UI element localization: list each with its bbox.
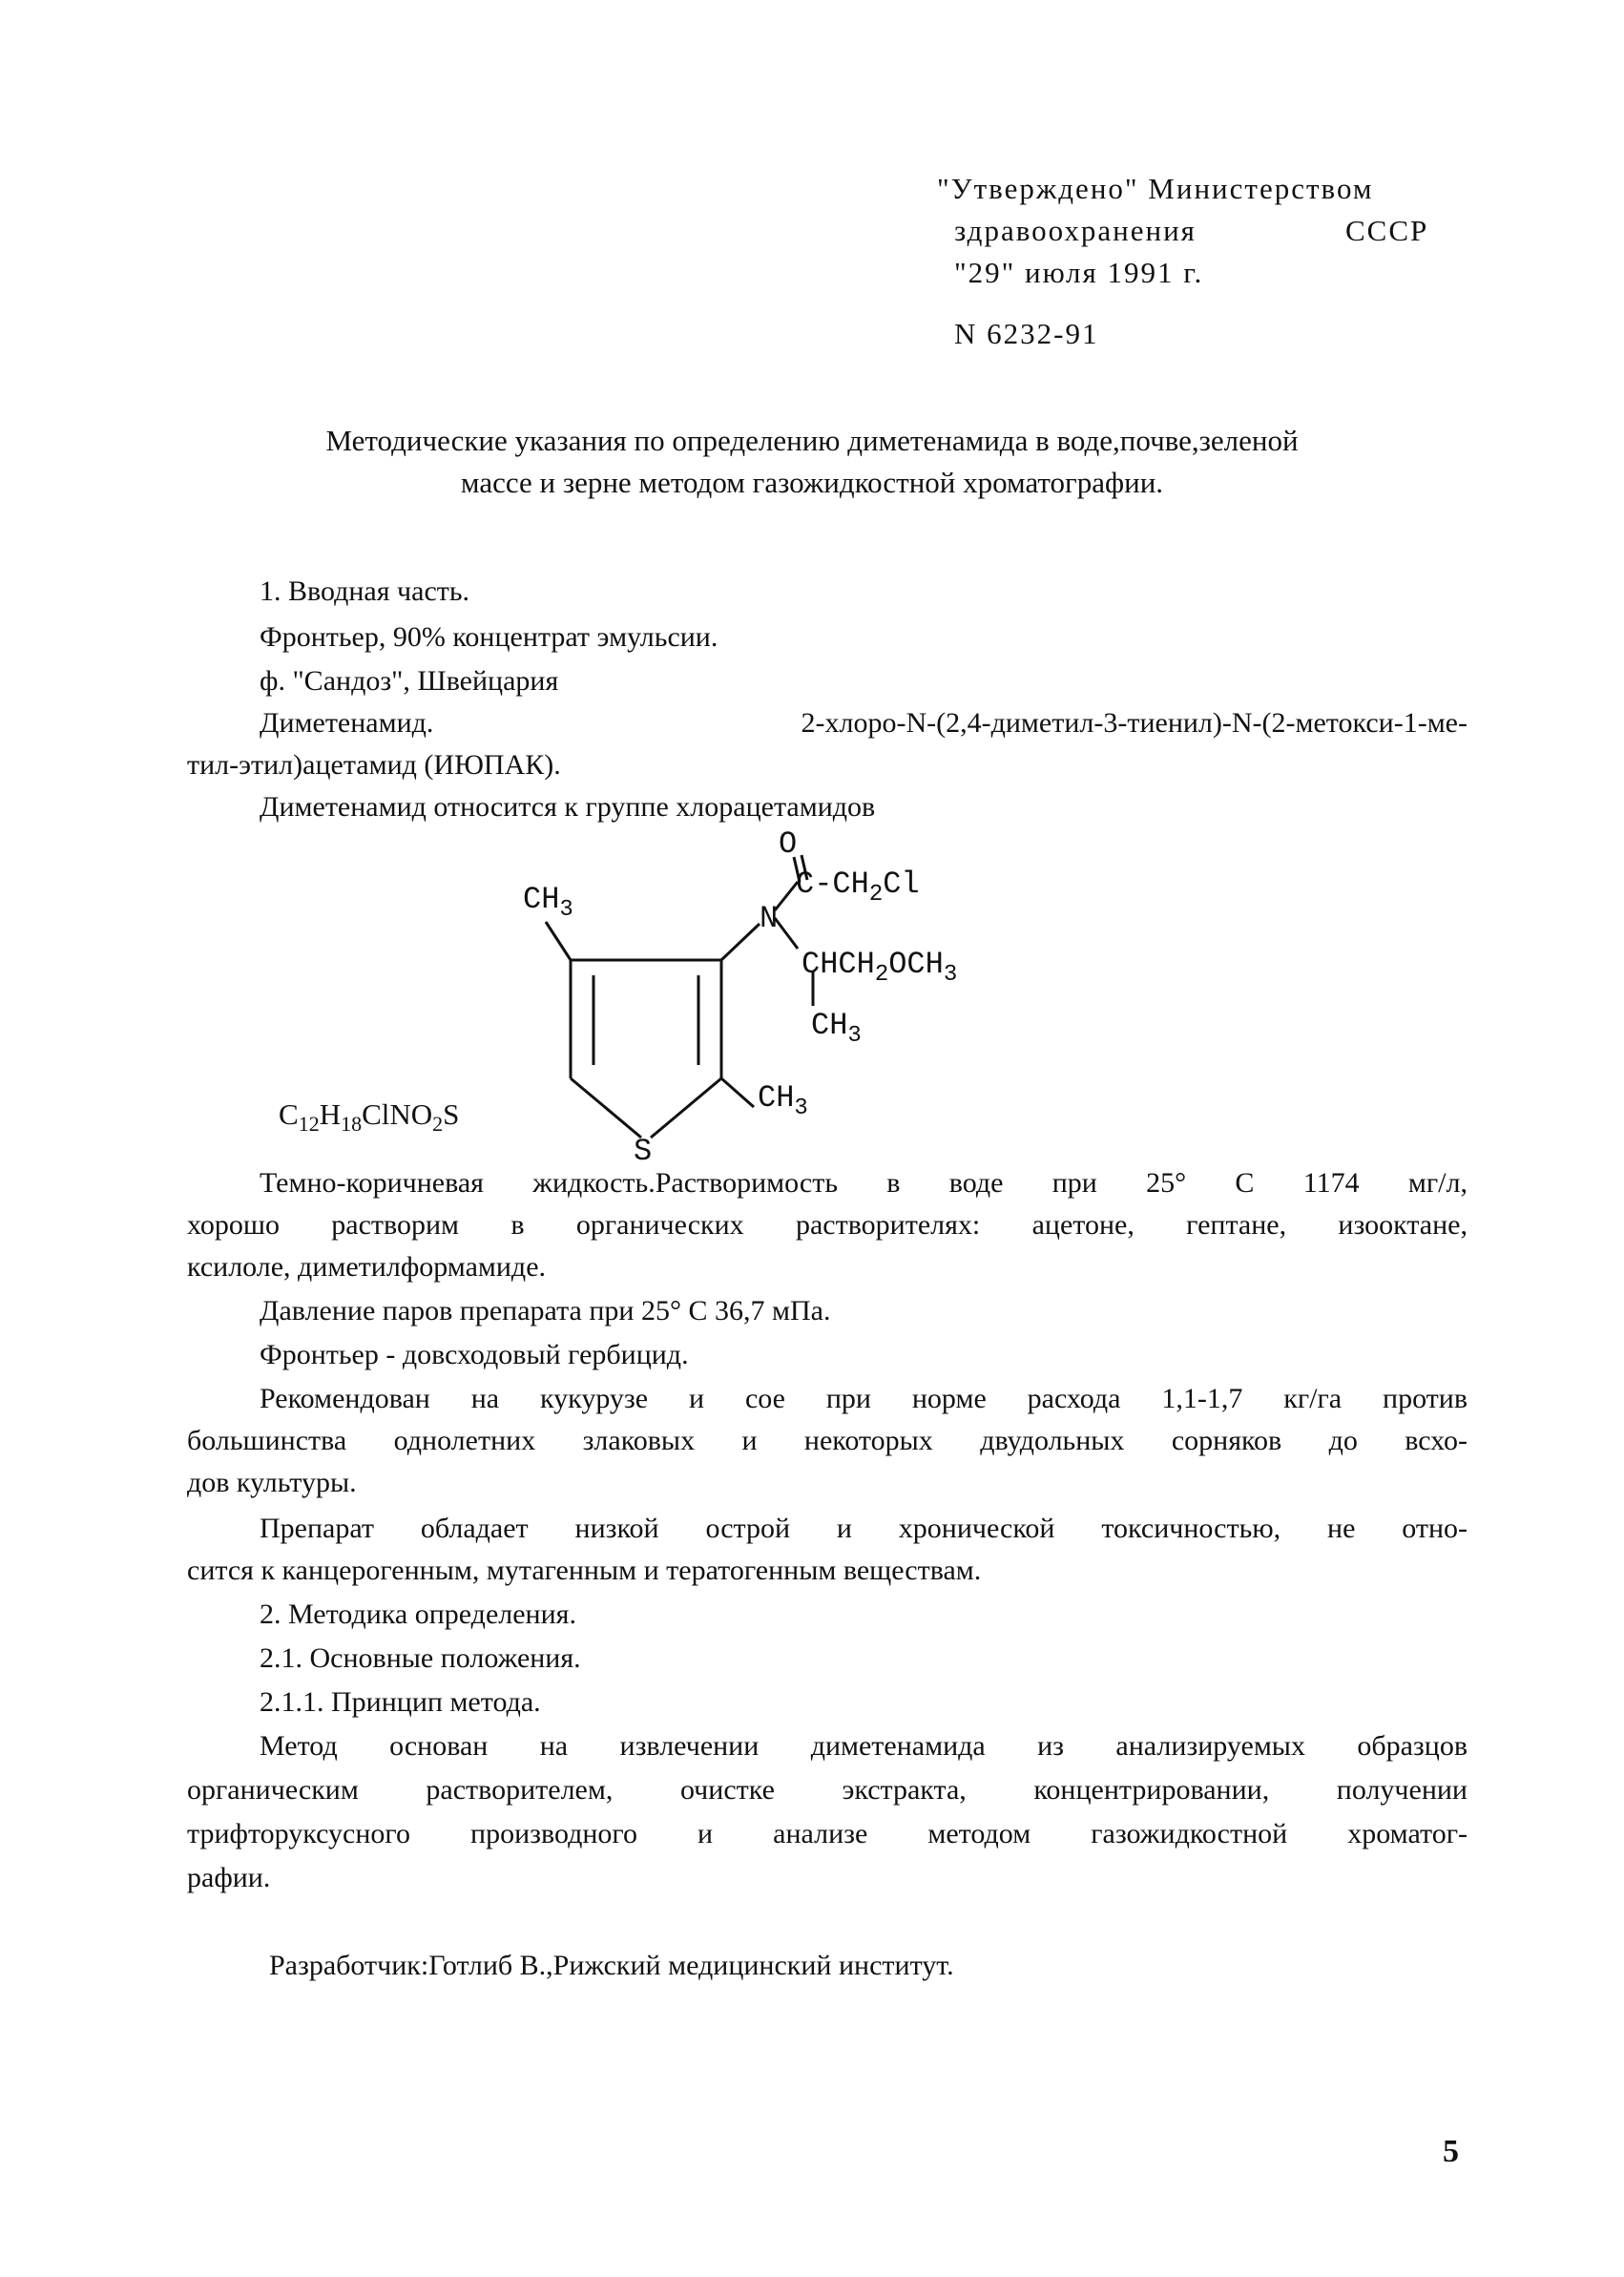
document-title-line-2: массе и зерне методом газожидкостной хроматографии. (460, 466, 1164, 499)
ch3-ring-label: $CH_3$ (758, 1080, 808, 1121)
ring-bond-c5-s (571, 1078, 641, 1138)
developer-line: Разработчик:Готлиб В.,Рижский медицинский институт. (269, 1950, 954, 1981)
method-line-3: трифторуксусного производного и анализе методом газожидкостной хроматог- (187, 1818, 1468, 1849)
properties-line-2: хорошо растворим в органических растворителях: ацетоне, гептане, изооктане, (187, 1209, 1468, 1241)
section-1-heading: 1. Вводная часть. (260, 575, 470, 607)
method-line-4: рафии. (187, 1862, 271, 1893)
iupac-line-2: тил-этил)ацетамид (ИЮПАК). (187, 749, 561, 781)
document-title-line-1: Методические указания по определению диметенамида в воде,почве,зеленой (325, 424, 1299, 457)
section-2-1-1-heading: 2.1.1. Принцип метода. (260, 1686, 541, 1718)
product-line: Фронтьер, 90% концентрат эмульсии. (260, 621, 718, 653)
ring-bond-c2-s (651, 1078, 721, 1138)
properties-line-3: ксилоле, диметилформамиде. (187, 1251, 547, 1283)
atom-o-label: O (779, 826, 798, 862)
vapor-pressure-line: Давление паров препарата при 25° С 36,7 мПа. (260, 1295, 831, 1327)
acyl-group-label: $C-CH_2Cl$ (796, 867, 920, 908)
approval-line-1: "Утверждено" Министерством (937, 172, 1374, 205)
approval-line-2-right: СССР (1345, 214, 1429, 247)
bond-n-carbonyl (775, 882, 798, 910)
bond-c2-methyl (721, 1078, 754, 1107)
toxicity-line-1: Препарат обладает низкой острой и хронической токсичностью, не отно- (260, 1513, 1468, 1544)
recommendation-line-1: Рекомендован на кукурузе и сое при норме расхода 1,1-1,7 кг/га против (260, 1383, 1468, 1414)
bond-n-sidechain (775, 918, 798, 949)
bond-c4-methyl (546, 922, 571, 960)
molecular-formula: $C_{12}H_{18}ClNO_2S$ (279, 1097, 460, 1137)
approval-date: "29" июля 1991 г. (954, 256, 1204, 289)
properties-line-1: Темно-коричневая жидкость.Растворимость в воде при 25° С 1174 мг/л, (260, 1167, 1468, 1199)
approval-number: N 6232-91 (954, 317, 1099, 350)
section-2-heading: 2. Методика определения. (260, 1598, 576, 1630)
page-number: 5 (1443, 2134, 1459, 2169)
company-line: ф. "Сандоз", Швейцария (260, 665, 559, 697)
toxicity-line-2: сится к канцерогенным, мутагенным и тератогенным веществам. (187, 1555, 982, 1586)
approval-line-2-left: здравоохранения (954, 214, 1197, 247)
atom-s-label: S (634, 1134, 653, 1169)
section-2-1-heading: 2.1. Основные положения. (260, 1642, 581, 1674)
method-line-2: органическим растворителем, очистке экстракта, концентрировании, получении (187, 1774, 1468, 1806)
sidechain-label: $CHCH_2OCH_3$ (802, 947, 958, 988)
iupac-line-1: Диметенамид. 2-хлоро-N-(2,4-диметил-3-тиенил)-N-(2-метокси-1-ме- (260, 707, 1468, 739)
ch3-side-label: $CH_3$ (811, 1008, 862, 1049)
method-line-1: Метод основан на извлечении диметенамида из анализируемых образцов (260, 1730, 1468, 1762)
atom-n-label: N (760, 901, 779, 936)
herbicide-type-line: Фронтьер - довсходовый гербицид. (260, 1339, 689, 1370)
bond-c3-nitrogen (721, 924, 760, 960)
chemical-group-line: Диметенамид относится к группе хлорацетамидов (260, 791, 876, 823)
recommendation-line-3: дов культуры. (187, 1467, 357, 1498)
recommendation-line-2: большинства однолетних злаковых и некоторых двудольных сорняков до всхо- (187, 1425, 1468, 1456)
ch3-top-label: $CH_3$ (523, 882, 573, 923)
